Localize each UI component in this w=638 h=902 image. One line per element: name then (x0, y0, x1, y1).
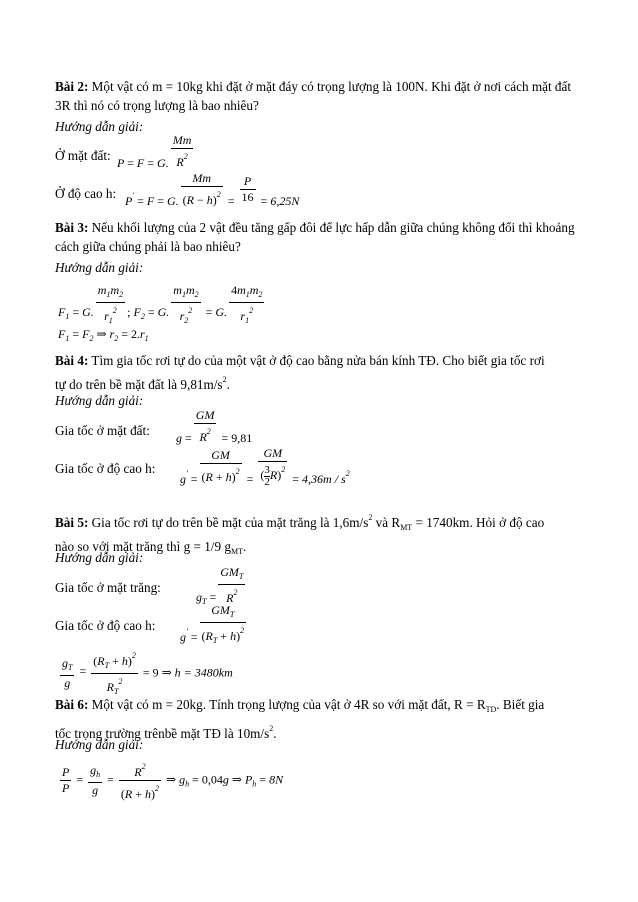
problem-5-result: h = 3480km (174, 665, 233, 680)
problem-5-text-line2-end: . (242, 539, 247, 554)
problem-2-label: Bài 2: (55, 79, 89, 94)
problem-4-formula2: g' = $\frac{GM}{(R + h)^2}$ = GM ( $\frac{3}{2}$ R)$^2$ = $4,36m / s^2$ (180, 446, 350, 488)
problem-3-text: Nếu khối lượng của 2 vật đều tăng gấp đôi để lực hấp dẫn giữa chúng không đổi thì khoảng cách giữa chúng phải là bao nhiêu? (55, 220, 575, 254)
problem-5-formula2: g' = $\frac{GM_T}{(R_T + h)^2}$ (180, 603, 245, 645)
problem-6-text-line1-end: . Biết gia (496, 697, 545, 712)
problem-2-formula1: P = F = G. $\frac{Mm}{R^2}$ (117, 133, 192, 171)
problem-4-label: Bài 4: (55, 353, 89, 368)
problem-5-statement: Bài 5: Gia tốc rơi tự do trên bề mặt của mặt trăng là $1,6m/s^2$ và $R_{MT} = 1740km$. Hỏi ở độ cao nào so với mặt trăng thì g = 1/9 $g_{MT}$. (55, 513, 545, 556)
problem-4-line1-label: Gia tốc ở mặt đất: (55, 423, 150, 438)
problem-4-formula1: g = $\frac{GM}{R^2}$ = 9,81 (176, 408, 253, 446)
problem-5-hint: Hướng dẫn giải: (55, 550, 144, 565)
problem-2-line2-label: Ở độ cao h: (55, 186, 117, 201)
problem-2-statement (55, 77, 583, 115)
problem-5-sub-mt: MT (400, 523, 413, 532)
problem-2-formula2: P' = F = G. $\frac{Mm}{(R - h)^2}$ = $\frac{P}{16}$ = 6,25N (125, 171, 300, 209)
problem-6-hint: Hướng dẫn giải: (55, 737, 144, 752)
problem-4-text-line2: tự do trên bề mặt đất là 9,81m/s (55, 377, 223, 392)
problem-6-statement: Bài 6: Một vật có m = 20kg. Tính trọng lượng của vật ở 4R so với mặt đất, $R = R_{TD}$. Biết gia tốc trọng trường trênbề mặt TĐ là $10m/s^2$. (55, 697, 545, 741)
problem-4-hint: Hướng dẫn giải: (55, 393, 144, 408)
problem-6-formula: $\frac{P}{P}$ = $\frac{g_h}{g}$ = $\frac{R^2}{(R + h)^2}$ ⇒ $g_h = 0,04g$ ⇒ $P_h = 8N$ (58, 759, 283, 802)
problem-4-line2-label: Gia tốc ở độ cao h: (55, 461, 156, 476)
problem-3-formula2: $F_1 = F_2$ ⇒ $r_2 = 2.r_1$ (58, 327, 149, 343)
problem-6-sub-td: TD (485, 705, 497, 714)
problem-4-text-end: . (226, 377, 230, 392)
problem-2-hint: Hướng dẫn giải: (55, 119, 144, 134)
problem-2-result: 6,25N (270, 194, 300, 209)
problem-5-label: Bài 5: (55, 515, 89, 530)
problem-3-label: Bài 3: (55, 220, 89, 235)
problem-5-sub-mt-2: MT (230, 547, 243, 556)
problem-5-text-line1: Gia tốc rơi tự do trên bề mặt của mặt trăng là 1,6m/s (88, 515, 369, 530)
problem-3-hint: Hướng dẫn giải: (55, 260, 144, 275)
problem-5-formula3: $\frac{g_T}{g}$ = $\frac{(R_T + h)^2}{R_T^2}$ = 9 ⇒ h = 3480km (58, 648, 233, 699)
problem-5-text-line1-end: = 1740km. Hỏi ở độ cao (412, 515, 545, 530)
problem-4-statement: Bài 4: Tìm gia tốc rơi tự do của một vật ở độ cao bằng nửa bán kính TĐ. Cho biết gia tốc rơi tự do trên bề mặt đất là $9,81m/s^2$. (55, 353, 545, 392)
problem-4-value1: 9,81 (231, 431, 253, 446)
problem-6-text-line2-end: . (273, 726, 277, 741)
problem-5-formula1: $g_T$ = $\frac{GM_T}{R^2}$ (196, 565, 244, 607)
problem-6-text-line2: tốc trọng trường trênbề mặt TĐ là 10m/s (55, 726, 270, 741)
problem-4-text-line1: Tìm gia tốc rơi tự do của một vật ở độ cao bằng nửa bán kính TĐ. Cho biết gia tốc rơi (88, 353, 545, 368)
problem-6-result: 8N (269, 772, 284, 787)
problem-5-line1-label: Gia tốc ở mặt trăng: (55, 580, 161, 595)
problem-3-statement (55, 218, 583, 256)
problem-5-text-rmt: và R (372, 515, 401, 530)
problem-5-line2-label: Gia tốc ở độ cao h: (55, 618, 156, 633)
problem-6-label: Bài 6: (55, 697, 89, 712)
problem-2-line1-label: Ở mặt đất: (55, 148, 111, 163)
problem-3-formula1: $F_1 = G$. $\frac{m_1m_2}{r_1^2}$ ; $F_2 = G$. $\frac{m_1m_2}{r_2^2}$ = G. $\frac{4m_1m_2}{r_1^2}$ (58, 283, 263, 325)
problem-4-value2: 4,36m / s (302, 471, 346, 486)
problem-2-text: Một vật có m = 10kg khi đặt ở mặt đáy có trọng lượng là 100N. Khi đặt ở nơi cách mặt đất 3R thì nó có trọng lượng là bao nhiêu? (55, 79, 572, 113)
problem-6-text-line1: Một vật có m = 20kg. Tính trọng lượng của vật ở 4R so với mặt đất, R = R (88, 697, 486, 712)
problem-5-text-line2: nào so với mặt trăng thì g = 1/9 g (55, 539, 231, 554)
